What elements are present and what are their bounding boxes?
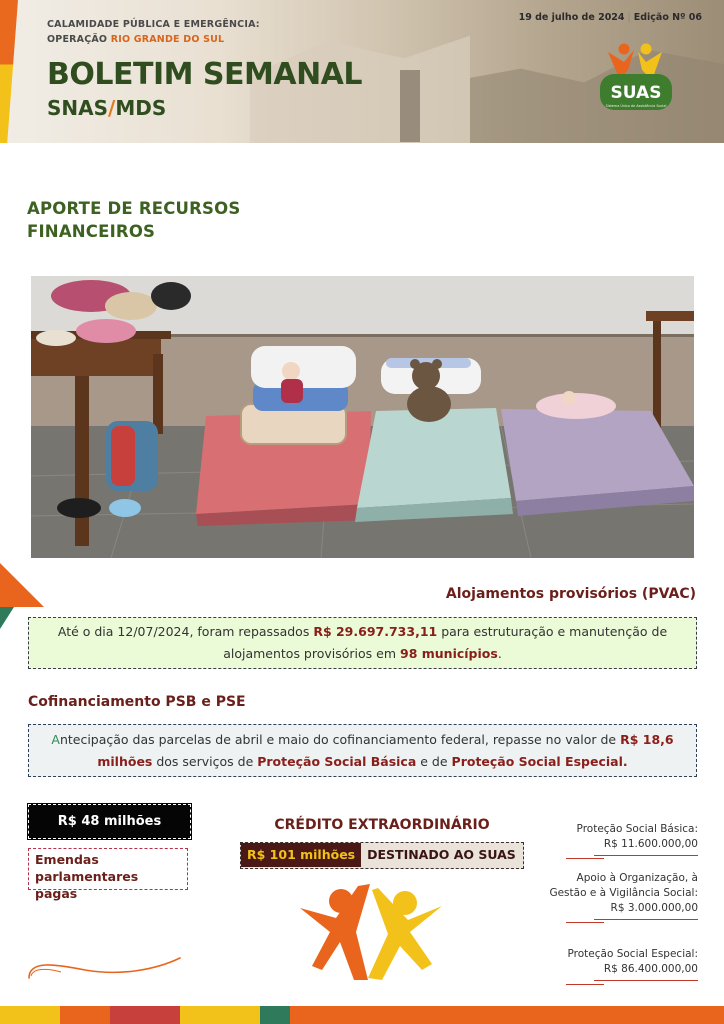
decor-swoosh: [25, 948, 185, 982]
cof-text-3: e de: [416, 754, 452, 769]
emendas-label-box: Emendas parlamentares pagas: [28, 848, 188, 890]
breakdown-pse-label: Proteção Social Especial:: [567, 948, 698, 960]
logo-text: SUAS: [610, 83, 662, 103]
page-title: BOLETIM SEMANAL: [47, 57, 363, 92]
issue-edition: Edição Nº 06: [633, 12, 702, 23]
footer-color-band: [0, 1006, 724, 1024]
shelter-photo: [31, 276, 694, 558]
header-kicker-line1: CALAMIDADE PÚBLICA E EMERGÊNCIA:: [47, 19, 260, 30]
logo-tagline: Sistema Único de Assistência Social: [605, 104, 667, 108]
divider-short-3: [566, 984, 604, 985]
credito-pill: [240, 842, 524, 869]
cof-psb: Proteção Social Básica: [257, 754, 417, 769]
cof-pse: Proteção Social Especial.: [451, 754, 628, 769]
photo-mattress-mint: [357, 408, 511, 508]
decor-triangle-orange: [0, 563, 44, 607]
background-ruins-right: [470, 50, 724, 143]
credito-title: CRÉDITO EXTRAORDINÁRIO: [274, 817, 490, 833]
background-doorway: [400, 70, 420, 142]
breakdown-pse-value: R$ 86.400.000,00: [603, 963, 698, 975]
credito-amount: R$ 101 milhões: [241, 843, 361, 867]
pvac-municipios: 98 municípios: [400, 646, 498, 661]
header-kicker-highlight: RIO GRANDE DO SUL: [110, 34, 225, 45]
page-subtitle: [47, 96, 166, 120]
decor-triangle-green: [0, 607, 14, 629]
breakdown-psb: [568, 822, 698, 856]
cof-first-letter: A: [51, 732, 60, 747]
pvac-text-3: .: [497, 646, 502, 661]
breakdown-pse: [548, 947, 698, 981]
suas-logo: [598, 40, 674, 114]
people-figures-illustration: [296, 880, 446, 984]
emendas-amount-box: R$ 48 milhões: [28, 804, 191, 839]
breakdown-psb-label: Proteção Social Básica:: [576, 823, 698, 835]
subtitle-slash: /: [108, 96, 116, 120]
photo-doll: [282, 362, 300, 380]
photo-pillow-1: [251, 346, 356, 388]
pvac-text-2: para estruturação e manutenção de alojamentos provisórios em: [223, 624, 668, 661]
divider-short-2: [566, 922, 604, 923]
pvac-box: [28, 617, 697, 669]
cofinanciamento-title: Cofinanciamento PSB e PSE: [28, 694, 246, 710]
subtitle-mds: MDS: [115, 96, 167, 120]
cof-text-2: dos serviços de: [152, 754, 258, 769]
logo-head-orange: [619, 44, 630, 55]
header-color-stripe: [0, 0, 18, 143]
photo-pillow-3: [536, 393, 616, 419]
breakdown-psb-value: R$ 11.600.000,00: [603, 838, 698, 850]
breakdown-gestao: [538, 871, 698, 920]
cof-amount: R$ 18,6 milhões: [97, 732, 674, 769]
logo-head-yellow: [641, 44, 652, 55]
breakdown-gestao-label: Apoio à Organização, à Gestão e à Vigilância Social:: [549, 872, 698, 899]
pvac-title: Alojamentos provisórios (PVAC): [445, 586, 696, 602]
header-banner: [0, 0, 724, 143]
header-kicker-prefix: OPERAÇÃO: [47, 34, 111, 45]
pvac-text-1: Até o dia 12/07/2024, foram repassados: [57, 624, 314, 639]
header-kicker: [47, 17, 260, 47]
issue-info: [519, 12, 702, 23]
header-kicker-line2: [47, 32, 260, 47]
credito-destination: DESTINADO AO SUAS: [367, 847, 516, 862]
subtitle-snas: SNAS: [47, 96, 109, 120]
issue-separator: |: [627, 12, 631, 23]
breakdown-gestao-value: R$ 3.000.000,00: [610, 902, 698, 914]
issue-date: 19 de julho de 2024: [518, 12, 625, 23]
cofinanciamento-box: [28, 724, 697, 777]
divider-short-1: [566, 858, 604, 859]
pvac-amount: R$ 29.697.733,11: [313, 624, 438, 639]
section-title: APORTE DE RECURSOS FINANCEIROS: [27, 199, 241, 241]
cof-text-1: ntecipação das parcelas de abril e maio do cofinanciamento federal, repasse no valor de: [59, 732, 621, 747]
